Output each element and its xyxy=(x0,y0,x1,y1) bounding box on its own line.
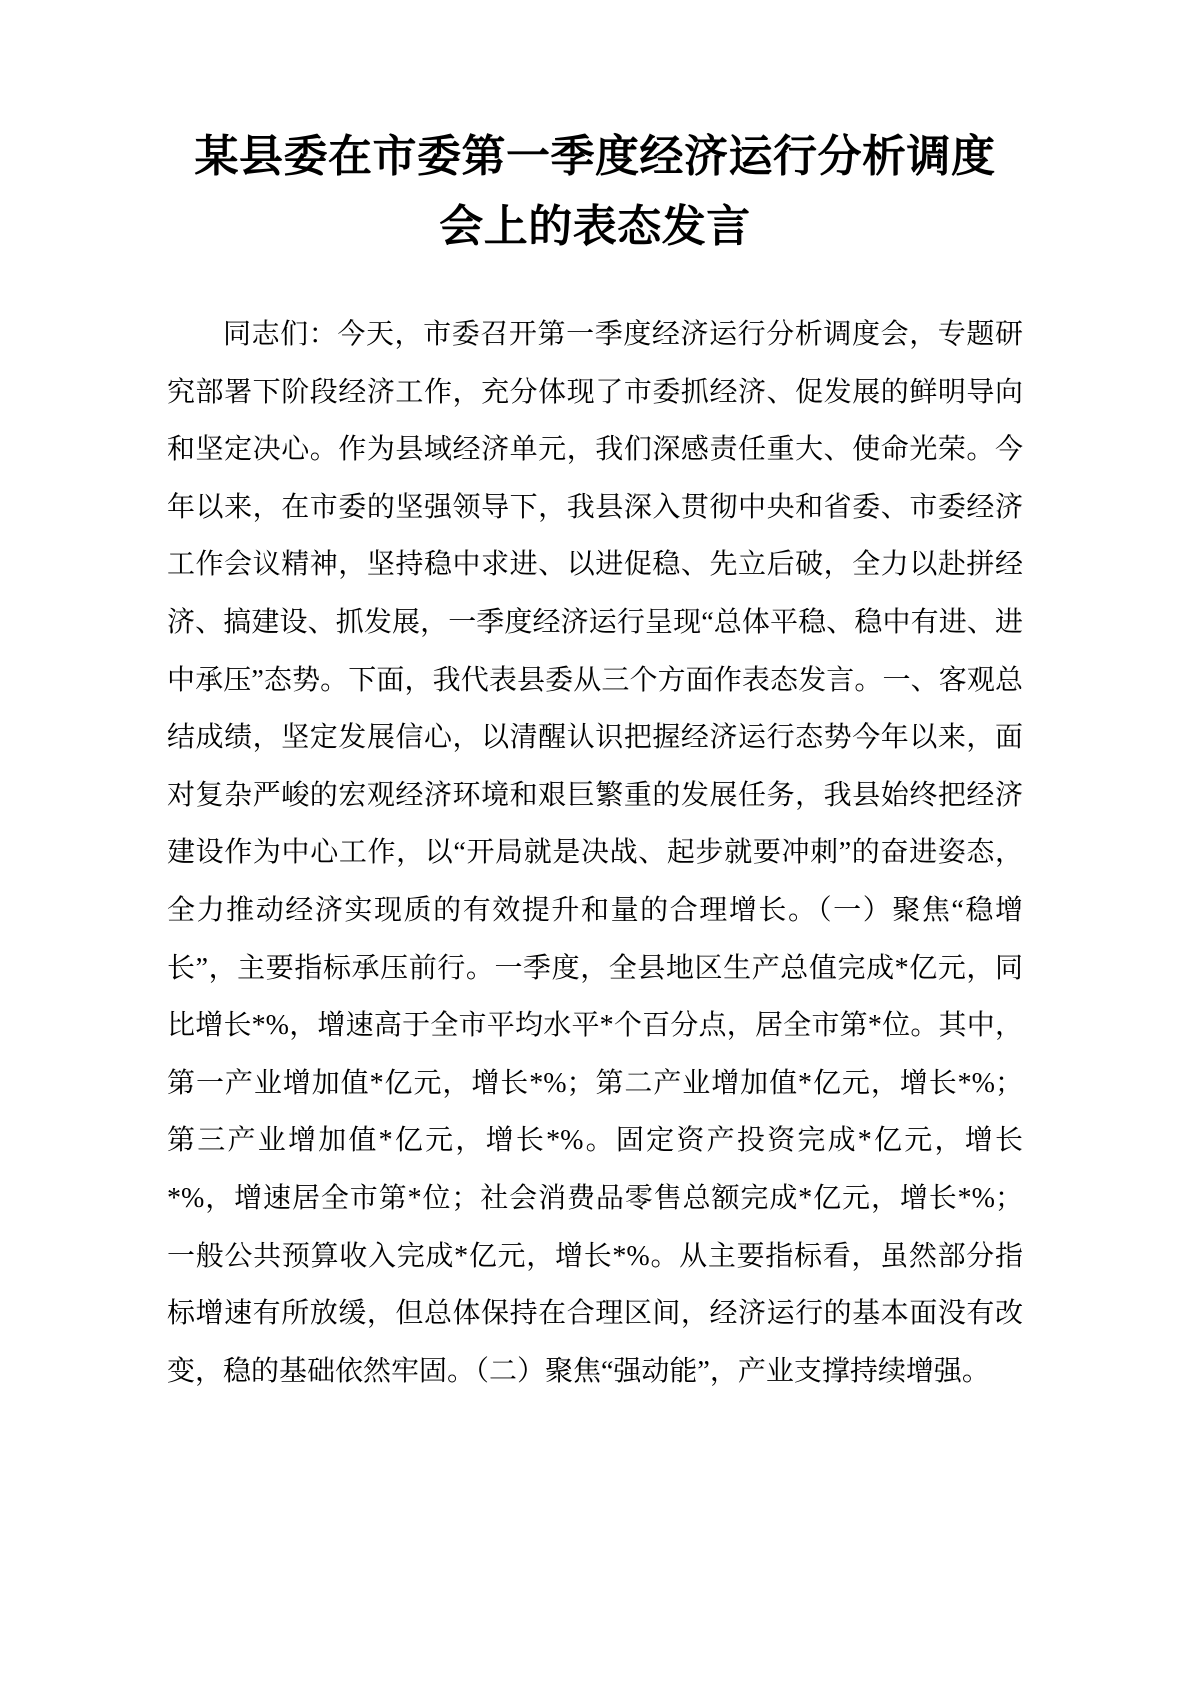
body-paragraph: 同志们：今天，市委召开第一季度经济运行分析调度会，专题研究部署下阶段经济工作，充分体现了市委抓经济、促发展的鲜明导向和坚定决心。作为县域经济单元，我们深感责任重大、使命光荣。今年以来，在市委的坚强领导下，我县深入贯彻中央和省委、市委经济工作会议精神，坚持稳中求进、以进促稳、先立后破，全力以赴拼经济、搞建设、抓发展，一季度经济运行呈现“总体平稳、稳中有进、进中承压”态势。下面，我代表县委从三个方面作表态发言。一、客观总结成绩，坚定发展信心，以清醒认识把握经济运行态势今年以来，面对复杂严峻的宏观经济环境和艰巨繁重的发展任务，我县始终把经济建设作为中心工作，以“开局就是决战、起步就要冲刺”的奋进姿态，全力推动经济实现质的有效提升和量的合理增长。（一）聚焦“稳增长”，主要指标承压前行。一季度，全县地区生产总值完成*亿元，同比增长*%，增速高于全市平均水平*个百分点，居全市第*位。其中，第一产业增加值*亿元，增长*%；第二产业增加值*亿元，增长*%；第三产业增加值*亿元，增长*%。固定资产投资完成*亿元，增长*%，增速居全市第*位；社会消费品零售总额完成*亿元，增长*%；一般公共预算收入完成*亿元，增长*%。从主要指标看，虽然部分指标增速有所放缓，但总体保持在合理区间，经济运行的基本面没有改变，稳的基础依然牢固。（二）聚焦“强动能”，产业支撑持续增强。 xyxy=(167,319,1023,1387)
title-line-2: 会上的表态发言 xyxy=(439,202,751,251)
title-line-1: 某县委在市委第一季度经济运行分析调度 xyxy=(194,132,996,181)
page-title xyxy=(135,122,1055,262)
document-body xyxy=(167,306,1023,1400)
